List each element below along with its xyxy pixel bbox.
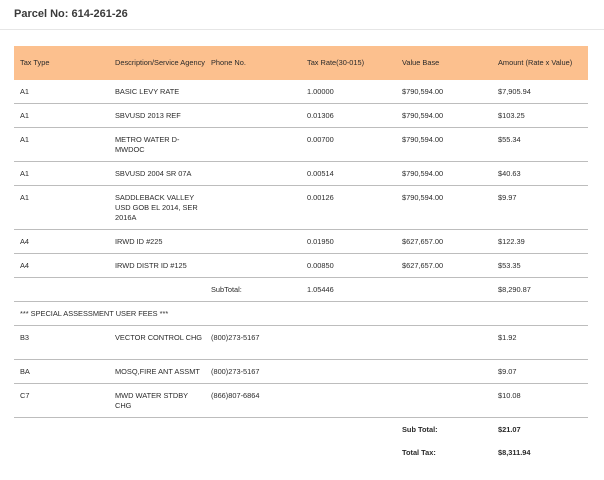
- tax-rate-cell: 0.00514: [301, 162, 396, 186]
- tax-type-cell: A1: [14, 162, 109, 186]
- tax-type-cell: A1: [14, 104, 109, 128]
- tax-rate-cell: 0.00126: [301, 186, 396, 230]
- total-tax-row: [14, 441, 588, 464]
- value-base-cell: $790,594.00: [396, 128, 492, 162]
- tax-rate-cell: 0.00850: [301, 254, 396, 278]
- amount-cell: $7,905.94: [492, 80, 588, 104]
- value-base-cell: $790,594.00: [396, 80, 492, 104]
- description-cell: VECTOR CONTROL CHG: [109, 326, 205, 360]
- tax-type-cell: A1: [14, 186, 109, 230]
- column-header-tax-rate: Tax Rate(30-015): [307, 58, 365, 67]
- description-cell: BASIC LEVY RATE: [109, 80, 205, 104]
- subtotal-row: [14, 278, 588, 302]
- amount-cell: $9.97: [492, 186, 588, 230]
- column-header-tax-type: Tax Type: [20, 58, 50, 67]
- phone-cell: [205, 254, 301, 278]
- subtotal-amount: $8,290.87: [492, 278, 588, 302]
- phone-cell: [205, 128, 301, 162]
- tax-rate-cell: 0.01950: [301, 230, 396, 254]
- description-cell: MOSQ,FIRE ANT ASSMT: [109, 360, 205, 384]
- table-row: [14, 186, 588, 230]
- value-base-cell: [396, 326, 492, 360]
- table-row: [14, 254, 588, 278]
- fees-subtotal-row: [14, 418, 588, 442]
- table-row: [14, 230, 588, 254]
- value-base-cell: [396, 384, 492, 418]
- amount-cell: $9.07: [492, 360, 588, 384]
- phone-cell: [205, 104, 301, 128]
- tax-type-cell: C7: [14, 384, 109, 418]
- value-base-cell: [396, 360, 492, 384]
- tax-rate-cell: 1.00000: [301, 80, 396, 104]
- tax-type-cell: A1: [14, 80, 109, 104]
- tax-rate-cell: [301, 326, 396, 360]
- fees-subtotal-amount: $21.07: [498, 425, 521, 434]
- tax-type-cell: A4: [14, 254, 109, 278]
- column-header-value-base: Value Base: [402, 58, 440, 67]
- phone-cell: (800)273-5167: [205, 360, 301, 384]
- tax-type-cell: BA: [14, 360, 109, 384]
- empty-cell: [109, 278, 205, 302]
- table-row: [14, 360, 588, 384]
- value-base-cell: $627,657.00: [396, 230, 492, 254]
- table-row: [14, 128, 588, 162]
- table-header-row: [14, 46, 588, 80]
- amount-cell: $122.39: [492, 230, 588, 254]
- amount-cell: $40.63: [492, 162, 588, 186]
- special-assessment-section-row: [14, 302, 588, 326]
- tax-type-cell: B3: [14, 326, 109, 360]
- empty-cell: [396, 278, 492, 302]
- special-assessment-heading: *** SPECIAL ASSESSMENT USER FEES ***: [14, 302, 588, 326]
- tax-rate-cell: [301, 384, 396, 418]
- tax-rate-cell: 0.01306: [301, 104, 396, 128]
- table-row: [14, 104, 588, 128]
- fees-subtotal-label: Sub Total:: [402, 425, 438, 434]
- total-tax-label: Total Tax:: [402, 448, 436, 457]
- description-cell: MWD WATER STDBY CHG: [109, 384, 205, 418]
- table-row: [14, 162, 588, 186]
- phone-cell: [205, 162, 301, 186]
- tax-type-cell: A4: [14, 230, 109, 254]
- tax-breakdown-table: [14, 46, 588, 464]
- tax-rate-cell: [301, 360, 396, 384]
- value-base-cell: $790,594.00: [396, 186, 492, 230]
- value-base-cell: $627,657.00: [396, 254, 492, 278]
- table-row: [14, 80, 588, 104]
- column-header-phone: Phone No.: [211, 58, 246, 67]
- phone-cell: [205, 186, 301, 230]
- description-cell: SBVUSD 2004 SR 07A: [109, 162, 205, 186]
- phone-cell: (866)807-6864: [205, 384, 301, 418]
- empty-cell: [14, 278, 109, 302]
- phone-cell: [205, 230, 301, 254]
- tax-rate-cell: 0.00700: [301, 128, 396, 162]
- column-header-description: Description/Service Agency: [115, 58, 205, 67]
- description-cell: IRWD ID #225: [109, 230, 205, 254]
- description-cell: SBVUSD 2013 REF: [109, 104, 205, 128]
- amount-cell: $10.08: [492, 384, 588, 418]
- table-row: [14, 384, 588, 418]
- empty-cell: [14, 441, 396, 464]
- column-header-amount: Amount (Rate x Value): [498, 58, 573, 67]
- description-cell: SADDLEBACK VALLEY USD GOB EL 2014, SER 2016A: [109, 186, 205, 230]
- total-tax-amount: $8,311.94: [498, 448, 531, 457]
- subtotal-label: SubTotal:: [205, 278, 301, 302]
- title-divider: [0, 29, 604, 30]
- amount-cell: $1.92: [492, 326, 588, 360]
- description-cell: IRWD DISTR ID #125: [109, 254, 205, 278]
- phone-cell: [205, 80, 301, 104]
- amount-cell: $53.35: [492, 254, 588, 278]
- subtotal-tax-rate: 1.05446: [301, 278, 396, 302]
- value-base-cell: $790,594.00: [396, 162, 492, 186]
- table-row: [14, 326, 588, 360]
- amount-cell: $55.34: [492, 128, 588, 162]
- tax-type-cell: A1: [14, 128, 109, 162]
- amount-cell: $103.25: [492, 104, 588, 128]
- phone-cell: (800)273-5167: [205, 326, 301, 360]
- empty-cell: [14, 418, 396, 442]
- description-cell: METRO WATER D-MWDOC: [109, 128, 205, 162]
- value-base-cell: $790,594.00: [396, 104, 492, 128]
- parcel-number-title: Parcel No: 614-261-26: [14, 8, 128, 20]
